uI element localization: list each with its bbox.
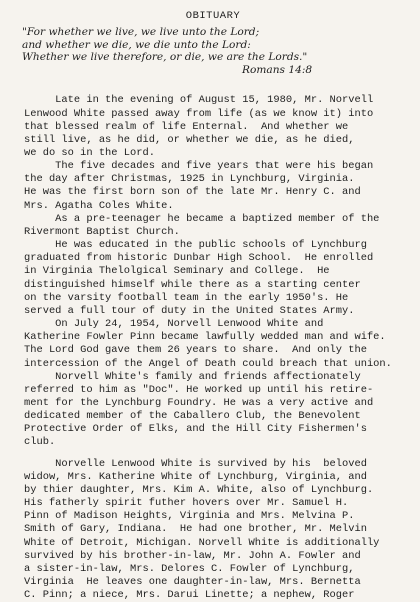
paragraph-gap: [24, 450, 402, 458]
text-line: we do so in the Lord.: [24, 147, 155, 159]
text-line: dedicated member of the Caballero Club, the Benevolent: [24, 410, 361, 423]
text-line: in Virginia Thelolgical Seminary and College. He: [24, 265, 330, 278]
text-line: referred to him as "Doc". He worked up until his retire-: [24, 383, 374, 396]
text-line: on the varsity football team in the early 1950's. He: [24, 291, 349, 304]
text-line: The Lord God gave them 26 years to share. And only the: [24, 344, 367, 357]
text-line: Pinn of Madison Heights, Virginia and Mrs. Melvina P.: [24, 510, 355, 523]
text-line: Norvell White's family and friends affectionately: [24, 370, 361, 383]
text-line: His fatherly spirit futher hovers over Mr. Samuel H.: [24, 497, 349, 510]
verse-citation: Romans 14:8: [242, 63, 313, 76]
text-line: distinguished himself while there as a starting center: [24, 278, 361, 291]
text-line: survived by his brother-in-law, Mr. John A. Fowler and: [24, 549, 361, 562]
text-line: that blessed realm of life Enternal. And whether we: [24, 120, 349, 133]
verse-line: and whether we die, we die unto the Lord:: [22, 38, 251, 51]
verse-line: Whether we live therefore, or die, we are the Lords.": [22, 51, 308, 64]
text-line: intercession of the Angel of Death could breach that union.: [24, 357, 392, 370]
text-line: Protective Order of Elks, and the Hill City Fishermen's: [24, 423, 367, 436]
text-line: Late in the evening of August 15, 1980, Mr. Norvell: [24, 94, 374, 107]
text-line: served a full tour of duty in the United States Army.: [24, 304, 355, 317]
text-line: widow, Mrs. Katherine White of Lynchburg, Virginia, and: [24, 470, 367, 483]
verse-line: "For whether we live, we live unto the Lord;: [22, 26, 260, 38]
text-line: ment for the Lynchburg Foundry. He was a very active and: [24, 396, 374, 409]
text-line: graduated from historic Dunbar High School. He enrolled: [24, 252, 374, 265]
text-line: Virginia He leaves one daughter-in-law, Mrs. Bernetta: [24, 576, 361, 588]
text-line: C. Pinn; a niece, Mrs. Darui Linette; a nephew, Roger: [24, 589, 355, 602]
text-line: a sister-in-law, Mrs. Delores C. Fowler of Lynchburg,: [24, 562, 355, 575]
text-line: Mrs. Agatha Coles White.: [24, 199, 174, 212]
text-line: The five decades and five years that were his began: [24, 160, 374, 173]
text-line: He was educated in the public schools of Lynchburg: [24, 239, 367, 252]
text-line: Lenwood White passed away from life (as we know it) into: [24, 107, 374, 120]
text-line: On July 24, 1954, Norvell Lenwood White and: [24, 318, 324, 331]
text-line: club.: [24, 436, 56, 449]
obituary-body: [24, 94, 402, 602]
text-line: still live, as he did, or whether we die, as he died,: [24, 133, 355, 146]
text-line: the day after Christmas, 1925 in Lynchburg, Virginia.: [24, 173, 355, 186]
text-line: Katherine Fowler Pinn became lawfully wedded man and wife.: [24, 331, 386, 344]
page-title: OBITUARY: [185, 10, 241, 22]
text-line: Norvelle Lenwood White is survived by his beloved: [24, 457, 367, 470]
text-line: Smith of Gary, Indiana. He had one brother, Mr. Melvin: [24, 523, 367, 536]
text-line: by thier daughter, Mrs. Kim A. White, also of Lynchburg.: [24, 483, 374, 496]
scripture-quote: [22, 26, 402, 76]
text-line: White of Detroit, Michigan. Norvell White is additionally: [24, 536, 380, 549]
text-line: Rivermont Baptist Church.: [24, 225, 180, 238]
text-line: As a pre-teenager he became a baptized member of the: [24, 212, 380, 225]
text-line: He was the first born son of the late Mr. Henry C. and: [24, 186, 361, 199]
